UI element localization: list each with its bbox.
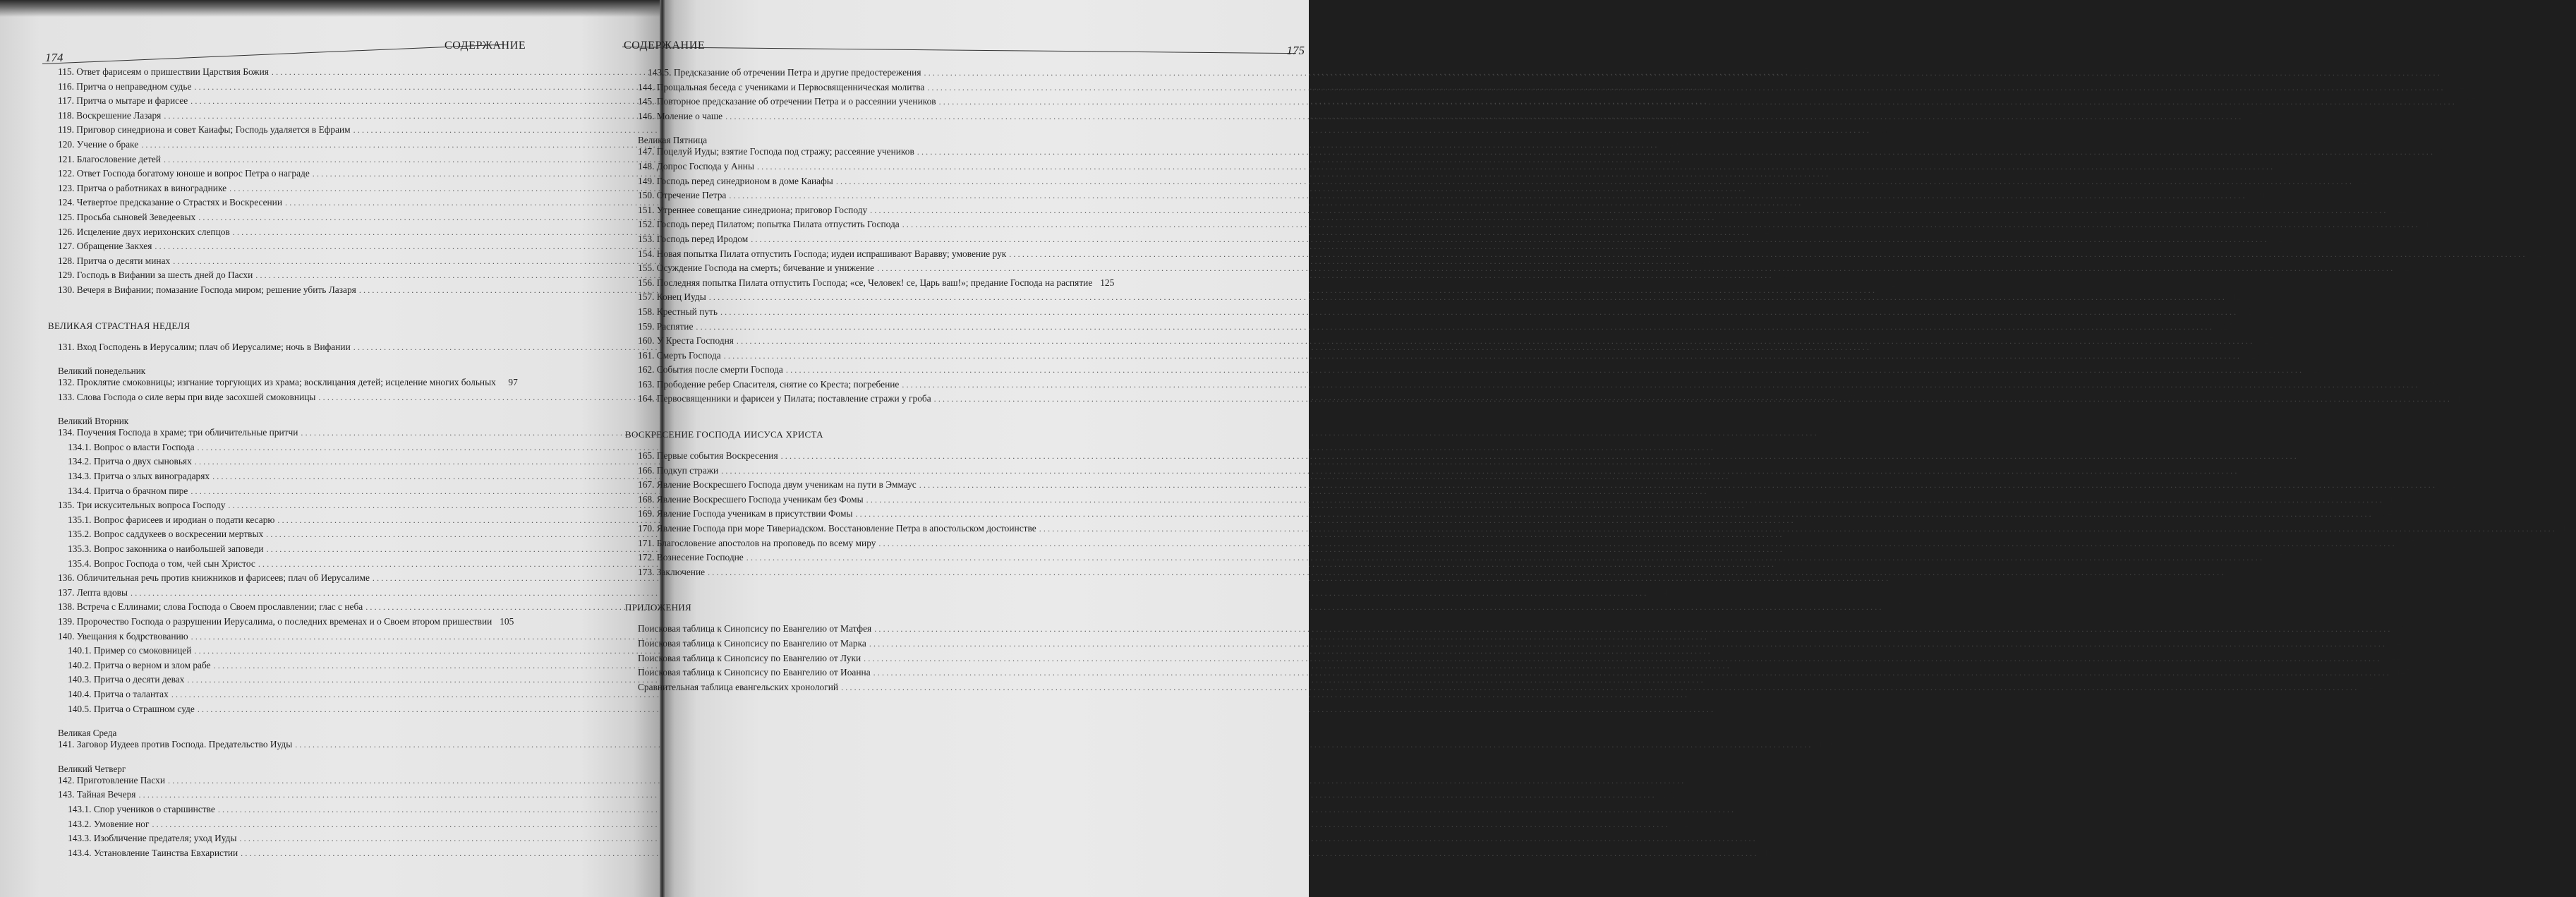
toc-entry-title: 169. Явление Господа ученикам в присутствии Фомы [638, 508, 853, 519]
spacer [58, 406, 480, 416]
toc-entry-page: 135 [2401, 537, 2416, 548]
toc-entry-title: 155. Осуждение Господа на смерть; бичевание и унижение [638, 263, 875, 274]
toc-entry-page: 120 [2280, 160, 2294, 171]
toc-entry-page: 125 [1100, 277, 1115, 288]
toc-entry [58, 124, 1891, 139]
toc-entry-page: 118 [2440, 146, 2455, 157]
toc-entry [638, 277, 1115, 292]
toc-entry-page: 122 [2425, 219, 2440, 230]
toc-entry [638, 378, 2439, 394]
toc-entry-page: 117 [2248, 110, 2263, 121]
dot-leader [919, 480, 2437, 490]
toc-entry-page: 112 [1675, 818, 1689, 829]
toc-entry-title: 135.3. Вопрос законника о наибольшей заповеди [68, 543, 264, 555]
toc-entry-page: 109 [1710, 674, 1724, 685]
toc-entry-title: 134.2. Притча о двух сыновьях [68, 456, 192, 467]
toc-entry-page: 99 [1740, 471, 1750, 482]
toc-entry-title: Поисковая таблица к Синопсису по Евангелию от Иоанна [638, 667, 871, 678]
toc-entry-page: 121 [2251, 190, 2266, 201]
toc-entry-page: 100 [1713, 485, 1728, 496]
toc-entry-title: 146. Моление о чаше [638, 110, 723, 121]
toc-entry-title: 154. Новая попытка Пилата отпустить Господа; иудеи испрашивают Варавву; умовение рук [638, 248, 1007, 259]
toc-entry-title: 162. События после смерти Господа [638, 364, 783, 375]
toc-entry-page: 132 [2244, 464, 2258, 476]
toc-entry-page: 95 [1700, 255, 1710, 266]
dot-leader [786, 365, 2304, 375]
toc-entry-page: 139 [2397, 623, 2412, 634]
toc-entry-page: 92 [1757, 182, 1767, 193]
toc-entry-title: 151. Утреннее совещание синедриона; приговор Господу [638, 204, 868, 215]
toc-entry-page: 130 [2456, 393, 2472, 404]
header-rule-right [622, 47, 1296, 54]
dot-leader [927, 80, 2445, 93]
toc-entry [638, 306, 2258, 321]
dot-leader [1039, 524, 2557, 534]
toc-entry-title: 157. Конец Иуды [638, 291, 706, 303]
toc-entry-title: 170. Явление Господа при море Тивериадском. Восстановление Петра в апостольском достоинстве [638, 523, 1036, 534]
toc-entry-title: 126. Исцеление двух иерихонских слепцов [58, 226, 230, 237]
toc-entry-title: 145. Повторное предсказание об отречении Петра и о рассеянии учеников [638, 96, 936, 107]
subheading-wednesday: Великая Среда [58, 728, 117, 739]
dot-leader [836, 176, 2354, 187]
toc-entry-page: 110 [1720, 703, 1735, 714]
toc-entry-page: 134 [2378, 508, 2393, 519]
section-heading-resurrection: ВОСКРЕСЕНИЕ ГОСПОДА ИИСУСА ХРИСТА [625, 429, 823, 440]
toc-entry-page: 101 [1750, 500, 1765, 511]
toc-entry-title: 139. Пророчество Господа о разрушении Иерусалима, о последних временах и о Своем втором пришествии [58, 616, 492, 627]
running-head-right: СОДЕРЖАНИЕ [624, 40, 706, 52]
toc-entry-page: 144 [2386, 652, 2401, 663]
toc-entry-title: 172. Вознесение Господне [638, 552, 744, 563]
toc-entry-title: Сравнительная таблица евангельских хронологий [638, 681, 839, 692]
toc-entry-title: 123. Притча о работниках в винограднике [58, 182, 227, 193]
toc-entry-page: 93 [1813, 197, 1822, 208]
toc-entry [58, 616, 514, 631]
toc-entry-page: 117 [2462, 96, 2476, 107]
dot-leader [870, 205, 2388, 216]
toc-entry-page: 129 [2247, 349, 2261, 361]
dot-leader [917, 147, 2435, 157]
toc-entry-title: 143.3. Изобличение предателя; уход Иуды [68, 833, 237, 844]
toc-entry-title: 132. Проклятие смоковницы; изгнание торгующих из храма; восклицания детей; исцеление многих больных [58, 377, 496, 388]
toc-entry-page: 111 [1662, 789, 1676, 800]
toc-entry [58, 789, 1676, 804]
dot-leader [725, 109, 2243, 122]
toc-entry [58, 703, 1735, 718]
toc-entry-page: 89 [1880, 124, 1891, 136]
toc-entry-page: 132 [2442, 479, 2457, 490]
toc-entry-title: Поисковая таблица к Синопсису по Евангелию от Матфея [638, 623, 872, 634]
toc-entry-title: 135.1. Вопрос фарисеев и иродиан о подати кесарю [68, 514, 275, 525]
toc-entry-title: 149. Господь перед синедрионом в доме Каиафы [638, 175, 833, 186]
toc-entry-page: 105 [500, 616, 514, 627]
toc-entry-title: 140.1. Пример со смоковницей [68, 645, 192, 656]
toc-entry-title: 166. Подкуп стражи [638, 464, 719, 476]
toc-entry-title: 130. Вечеря в Вифании; помазание Господа миром; решение убить Лазаря [58, 284, 356, 295]
subheading-thursday: Великий Четверг [58, 763, 126, 774]
toc-entry-page: 120 [2359, 175, 2374, 186]
toc-entry-title: 161. Смерть Господа [638, 349, 721, 361]
dot-leader [869, 639, 2387, 649]
toc-entry-title: 142. Приготовление Пасхи [58, 774, 165, 785]
toc-entry-page: 95 [1886, 284, 1897, 295]
dot-leader [878, 538, 2396, 549]
toc-entry-title: Поисковая таблица к Синопсису по Евангелию от Марка [638, 638, 866, 649]
toc-entry-title: 164. Первосвященники и фарисеи у Пилата; поставление стражи у гроба [638, 393, 931, 404]
dot-leader [874, 624, 2392, 634]
dot-leader [724, 351, 2242, 361]
toc-entry-page: 129 [2424, 378, 2439, 390]
dot-leader [721, 466, 2239, 476]
dot-leader [1009, 249, 2527, 260]
dot-leader [864, 654, 2381, 664]
toc-entry-title: 150. Отречение Петра [638, 190, 727, 201]
toc-entry-title: 140.5. Притча о Страшном суде [68, 703, 195, 714]
toc-entry-title: 140.4. Притча о талантах [68, 688, 169, 699]
toc-entry-page: 94 [1760, 226, 1770, 237]
toc-entry-page: 123 [2532, 248, 2546, 259]
toc-entry-title: 120. Учение о браке [58, 138, 139, 150]
toc-entry-title: Поисковая таблица к Синопсису по Евангелию от Луки [638, 652, 861, 663]
dot-leader [902, 219, 2420, 230]
toc-entry-page: 103 [1895, 572, 1910, 584]
toc-entry-title: 143.4. Установление Таинства Евхаристии [68, 847, 238, 858]
dot-leader [746, 553, 2264, 563]
toc-entry-title: 159. Распятие [638, 320, 694, 332]
toc-entry-page: 101 [1800, 514, 1815, 525]
toc-entry-page: 109 [1694, 688, 1709, 699]
toc-entry-page: 105 [1888, 601, 1903, 613]
toc-entry-title: 160. У Креста Господня [638, 335, 734, 347]
running-head-left: СОДЕРЖАНИЕ [445, 40, 526, 52]
toc-entry-page: 135 [2269, 552, 2284, 563]
dot-leader [720, 307, 2238, 318]
dot-leader [934, 391, 2452, 404]
toc-entry-title: 128. Притча о десяти минах [58, 255, 171, 266]
page-number-right: 175 [1286, 44, 1305, 57]
toc-entry [58, 818, 1689, 833]
spacer [638, 440, 1070, 450]
toc-entry-title: 136. Обличительная речь против книжников и фарисеев; плач об Иерусалиме [58, 572, 370, 584]
page-number-left: 174 [45, 51, 64, 64]
toc-entry [58, 377, 518, 392]
subheading-monday: Великий понедельник [58, 366, 146, 377]
toc-entry-page: 95 [1783, 270, 1793, 281]
toc-entry-title: 152. Господь перед Пилатом; попытка Пилата отпустить Господа [638, 219, 900, 230]
toc-entry [638, 364, 2323, 379]
dot-leader [757, 162, 2275, 172]
dot-leader [866, 495, 2384, 505]
dot-leader [737, 336, 2254, 347]
toc-entry-title: 134.3. Притча о злых виноградарях [68, 471, 210, 482]
toc-entry-title: 143.5. Предсказание об отречении Петра и другие предостережения [648, 67, 921, 78]
dot-leader [841, 682, 2359, 693]
toc-entry-page: 113 [1763, 847, 1778, 858]
toc-entry-page: 122 [2393, 204, 2407, 215]
toc-entry-page: 136 [2230, 566, 2245, 577]
toc-entry-title: 144. Прощальная беседа с учениками и Первосвященническая молитва [638, 81, 925, 92]
toc-entry-page: 109 [1736, 659, 1750, 670]
dot-leader [729, 191, 2247, 201]
spacer [58, 332, 480, 342]
toc-entry-page: 123 [2273, 233, 2288, 244]
toc-entry-page: 142 [2392, 638, 2407, 649]
toc-entry-title: 129. Господь в Вифании за шесть дней до Пасхи [58, 270, 253, 281]
toc-entry-page: 113 [2447, 67, 2461, 78]
toc-entry-page: 127 [2218, 320, 2233, 332]
toc-entry [58, 847, 1778, 862]
toc-entry-title: 168. Явление Воскресшего Господа ученикам без Фомы [638, 493, 864, 505]
toc-entry-title: 116. Притча о неправедном судье [58, 80, 192, 92]
toc-entry-title: 173. Заключение [638, 566, 706, 577]
toc-entry-page: 127 [2259, 335, 2274, 347]
toc-entry-title: 133. Слова Господа о силе веры при виде засохшей смоковницы [58, 391, 316, 402]
toc-entry [58, 586, 1668, 602]
toc-entry-page: 104 [1653, 586, 1668, 598]
dot-leader [855, 509, 2373, 519]
toc-entry-title: 127. Обращение Закхея [58, 241, 152, 252]
toc-entry-title: 118. Воскрешение Лазаря [58, 109, 162, 121]
section-heading-appendices: ПРИЛОЖЕНИЯ [625, 602, 691, 613]
toc-entry-title: 143.1. Спор учеников о старшинстве [68, 803, 215, 814]
spacer [638, 125, 1070, 135]
toc-entry-page: 108 [1713, 630, 1729, 642]
dot-leader [939, 97, 2457, 107]
spacer [58, 356, 480, 366]
toc-entry-page: 99 [1722, 456, 1732, 467]
subheading-friday: Великая Пятница [638, 135, 708, 146]
toc-entry-title: 137. Лепта вдовы [58, 586, 128, 598]
toc-entry-title: 141. Заговор Иудеев против Господа. Предательство Иуды [58, 739, 293, 750]
toc-entry-page: 88 [1722, 80, 1731, 92]
toc-entry-page: 88 [1718, 95, 1728, 107]
toc-entry-page: 131 [2303, 450, 2318, 462]
toc-entry-title: 122. Ответ Господа богатому юноше и вопрос Петра о награде [58, 168, 310, 179]
toc-entry-page: 125 [2400, 263, 2414, 274]
dot-leader [696, 322, 2213, 332]
toc-entry-page: 91 [1691, 153, 1701, 164]
toc-entry-page: 133 [2388, 493, 2404, 505]
dot-leader [781, 451, 2299, 462]
toc-entry-title: 138. Встреча с Еллинами; слова Господа о Своем прославлении; глас с неба [58, 601, 363, 613]
toc-entry-page: 94 [1682, 241, 1692, 252]
toc-entry-page: 110 [1818, 739, 1832, 750]
toc-entry-title: 158. Крестный путь [638, 306, 718, 317]
toc-entry-page: 149 [2364, 681, 2378, 692]
toc-entry [638, 291, 2247, 306]
spacer [58, 754, 480, 764]
toc-entry-title: 125. Просьба сыновей Зеведеевых [58, 211, 196, 222]
toc-entry-page: 90 [1669, 138, 1679, 150]
toc-entry [638, 320, 2233, 336]
spacer [638, 408, 1070, 429]
toc-entry-title: 140.3. Притча о десяти девах [68, 674, 185, 685]
toc-entry-page: 98 [1846, 391, 1856, 402]
toc-entry-title: 148. Допрос Господа у Анны [638, 160, 754, 171]
toc-entry [638, 349, 2261, 365]
spacer [58, 299, 480, 320]
toc-entry-title: 134.4. Притча о брачном пире [68, 485, 188, 496]
toc-entry-title: 147. Поцелуй Иуды; взятие Господа под стражу; рассеяние учеников [638, 146, 914, 157]
toc-entry-title: 135.2. Вопрос саддукеев о воскресении мертвых [68, 529, 264, 540]
toc-entry-title: 135. Три искусительных вопроса Господу [58, 500, 226, 511]
toc-entry-title: 140.2. Притча о верном и злом рабе [68, 659, 211, 670]
toc-entry-title: 115. Ответ фарисеям о пришествии Царствия Божия [58, 66, 269, 77]
dot-leader [877, 263, 2395, 274]
toc-entry-page: 126 [2243, 306, 2258, 317]
page-edge-shadow [0, 0, 660, 17]
toc-entry [58, 688, 1709, 704]
toc-entry-page: 147 [2395, 667, 2411, 678]
dot-leader [751, 234, 2268, 245]
toc-entry-title: 171. Благословение апостолов на проповедь по всему миру [638, 537, 876, 548]
toc-entry-title: 124. Четвертое предсказание о Страстях и Воскресении [58, 197, 283, 208]
toc-entry-page: 111 [1691, 774, 1705, 785]
spacer [58, 718, 480, 728]
dot-leader [873, 668, 2391, 678]
dot-leader [709, 292, 2227, 303]
toc-entry-title: 165. Первые события Воскресения [638, 450, 778, 462]
toc-entry-page: 93 [1726, 211, 1736, 222]
toc-entry-title: 131. Вход Господень в Иерусалим; плач об Иерусалиме; ночь в Вифании [58, 341, 351, 352]
toc-entry-page: 103 [1781, 558, 1796, 569]
dot-leader [902, 380, 2419, 390]
toc-entry [58, 739, 1832, 754]
toc-entry-title: 163. Прободение ребер Спасителя, снятие со Креста; погребение [638, 378, 900, 390]
toc-entry-title: 143. Тайная Вечеря [58, 789, 136, 800]
toc-entry-page: 114 [2450, 81, 2465, 92]
subheading-tuesday: Великий Вторник [58, 416, 129, 427]
toc-entry [58, 774, 1705, 790]
toc-entry-title: 143.2. Умовение ног [68, 818, 150, 829]
toc-entry-page: 92 [1839, 168, 1850, 179]
toc-entry [58, 572, 1910, 587]
header-rule-left [42, 44, 504, 64]
toc-entry-page: 134 [2562, 523, 2576, 534]
toc-entry-page: 96 [1880, 341, 1891, 352]
dot-leader [924, 68, 2442, 78]
dot-leader [708, 567, 2225, 578]
toc-entry-title: 153. Господь перед Иродом [638, 233, 749, 244]
section-heading-holy-week: ВЕЛИКАЯ СТРАСТНАЯ НЕДЕЛЯ [48, 320, 191, 331]
toc-entry-title: 156. Последняя попытка Пилата отпустить Господа; «се, Человек! се, Царь ваш!»; предание Господа на распятие [638, 277, 1093, 288]
toc-entry-title: 134. Поучения Господа в храме; три обличительные притчи [58, 427, 298, 438]
toc-entry-page: 87 [1798, 66, 1809, 77]
toc-entry-page: 126 [2232, 291, 2247, 303]
toc-entry-page: 99 [1828, 427, 1838, 438]
toc-entry-title: 134.1. Вопрос о власти Господа [68, 441, 195, 452]
toc-entry-page: 129 [2309, 364, 2323, 375]
toc-entry-page: 108 [1717, 645, 1731, 656]
toc-entry-page: 99 [1724, 441, 1734, 452]
toc-entry-title: 121. Благословение детей [58, 153, 161, 164]
toc-entry-page: 101 [1789, 529, 1803, 540]
spacer [638, 581, 1070, 602]
toc-entry-title: 135.4. Вопрос Господа о том, чей сын Христос [68, 558, 255, 569]
toc-entry-title: 119. Приговор синедриона и совет Каиафы; Господь удаляется в Ефраим [58, 124, 351, 136]
toc-entry-page: 102 [1789, 543, 1803, 555]
toc-entry-page: 97 [508, 377, 518, 388]
toc-entry [58, 803, 1755, 819]
toc-entry-page: 112 [1762, 833, 1777, 844]
toc-entry-title: 117. Притча о мытаре и фарисее [58, 95, 188, 107]
toc-entry-title: 167. Явление Воскресшего Господа двум ученикам на пути в Эммаус [638, 479, 917, 490]
spacer [638, 613, 1070, 623]
toc-entry-title: 140. Увещания к бодрствованию [58, 630, 188, 642]
toc-entry-page: 89 [1691, 109, 1701, 121]
toc-entry [58, 833, 1777, 848]
toc-entry-page: 111 [1741, 803, 1755, 814]
